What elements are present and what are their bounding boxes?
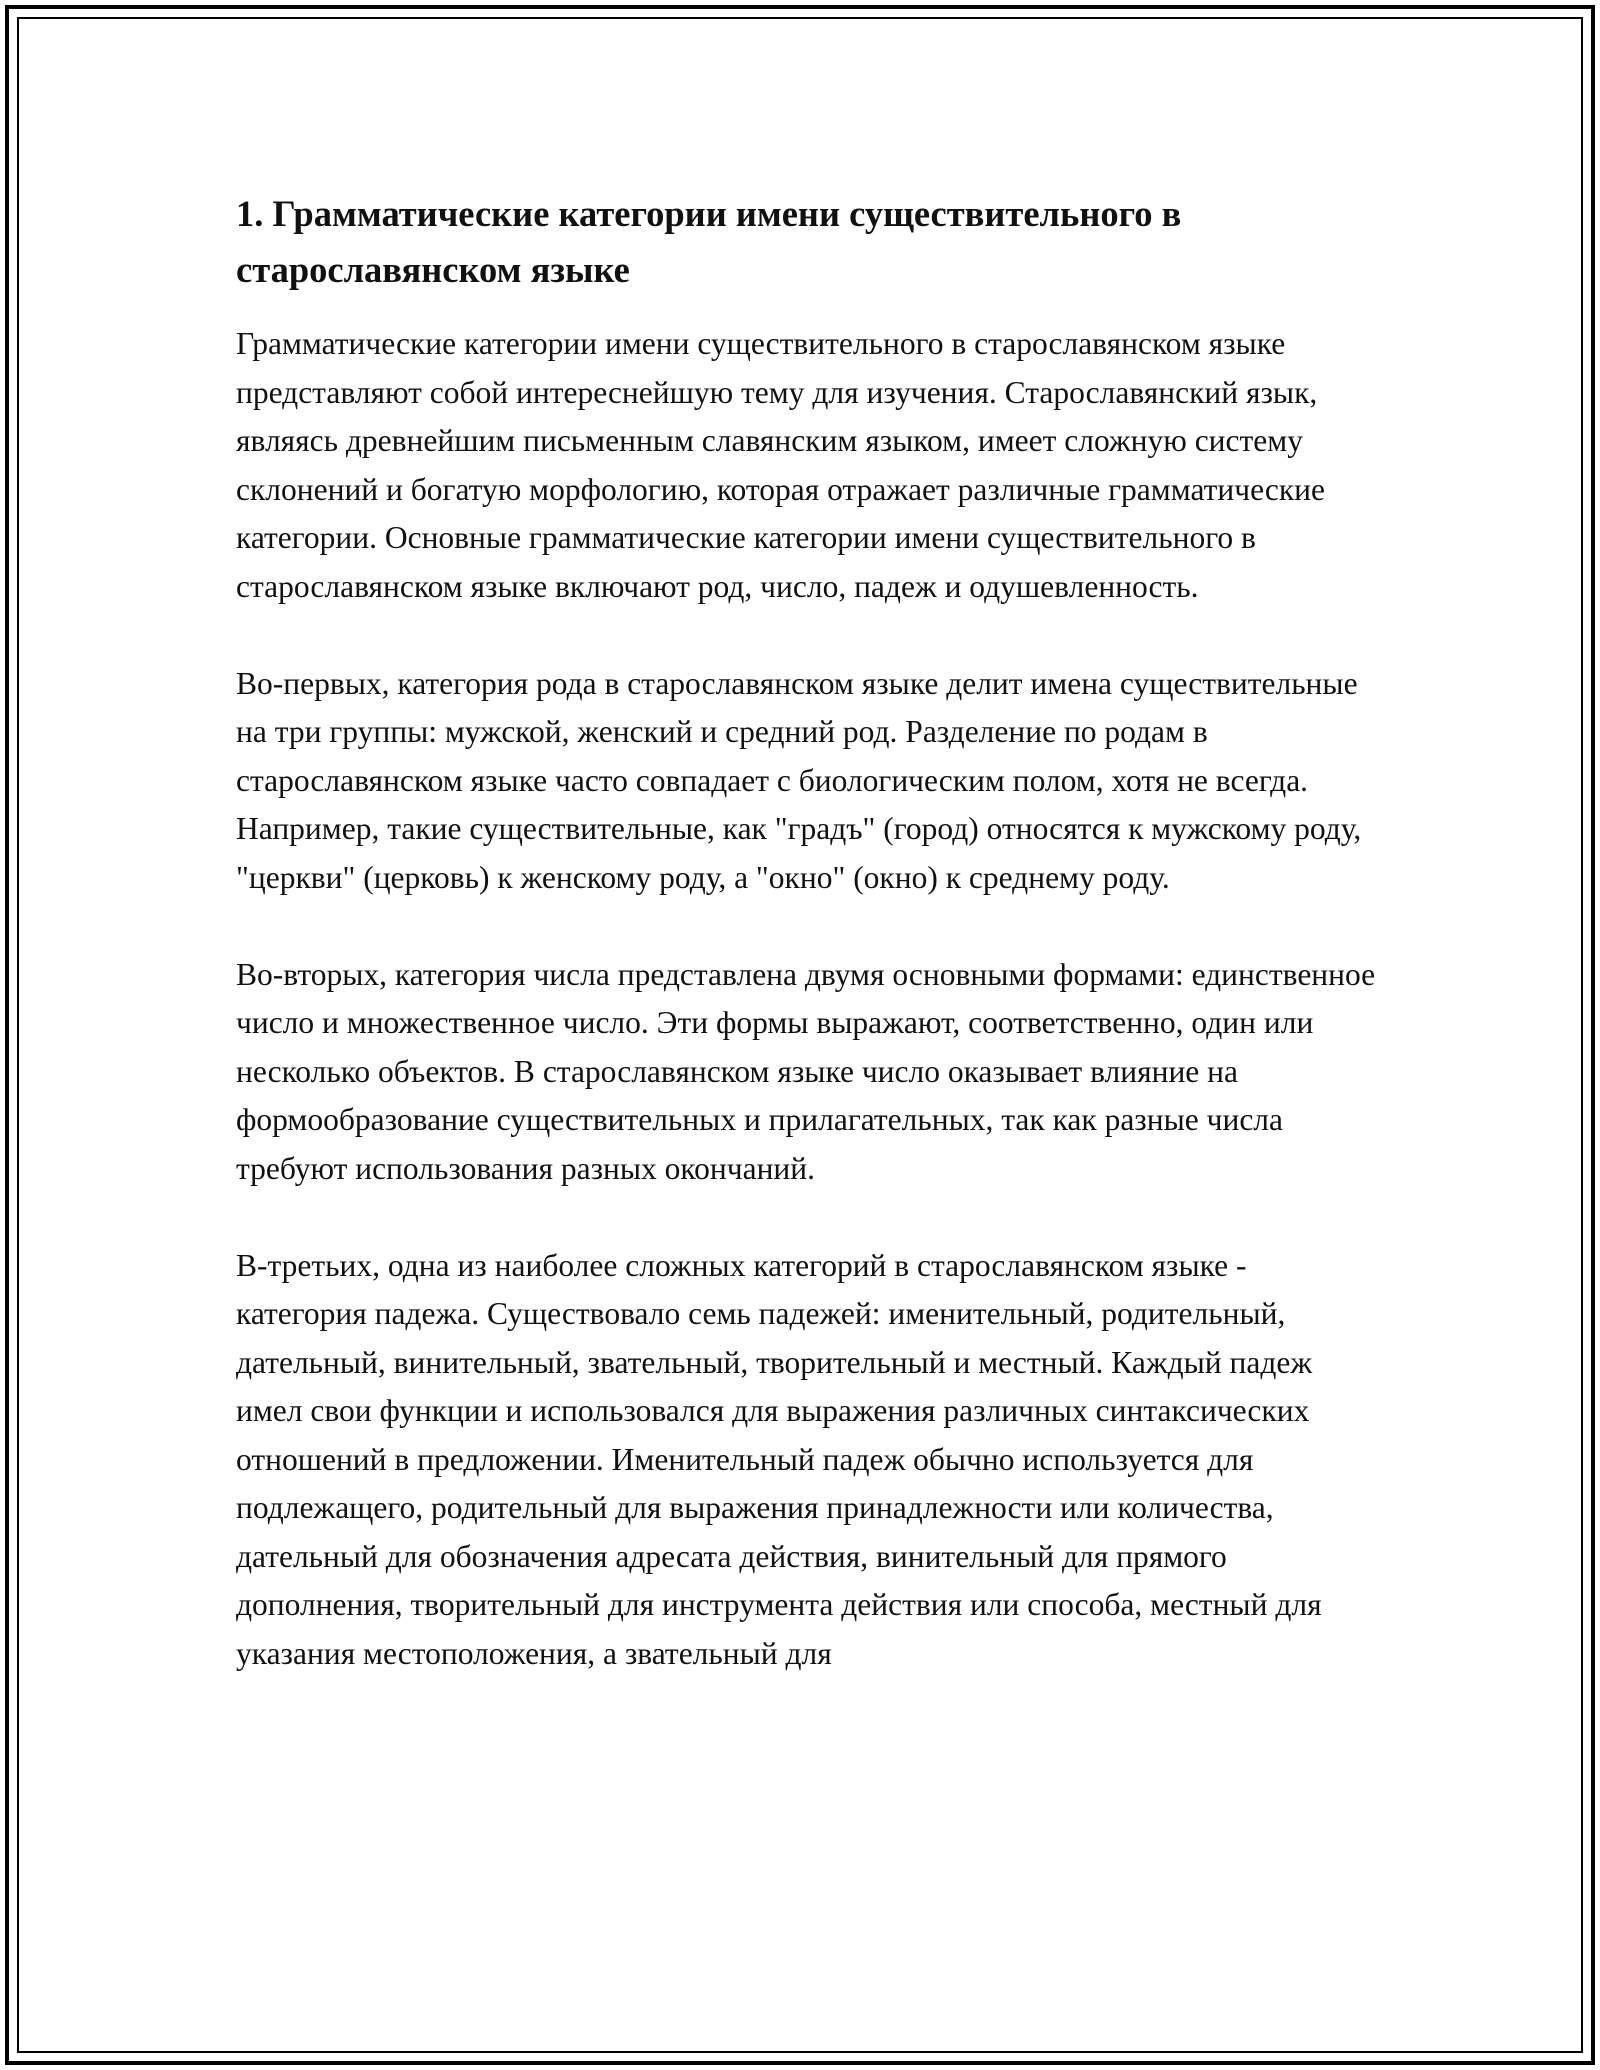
paragraph-intro: Грамматические категории имени существительного в старославянском языке представляют собой интереснейшую тему для изучения. Старославянский язык, являясь древнейшим письменным славянским языком, имеет сложную систему склонений и богатую морфологию, которая отражает различные грамматические категории. Основные грамматические категории имени существительного в старославянском языке включают род, число, падеж и одушевленность. [236, 326, 1325, 604]
paragraph-number: Во-вторых, категория числа представлена двумя основными формами: единственное число и множественное число. Эти формы выражают, соответственно, один или несколько объектов. В старославянском языке число оказывает влияние на формообразование существительных и прилагательных, так как разные числа требуют использования разных окончаний. [236, 956, 1376, 1186]
page-title: 1. Грамматические категории имени существительного в старославянском языке [236, 193, 1182, 290]
document-body [236, 186, 1376, 1727]
paragraph-case: В-третьих, одна из наиболее сложных категорий в старославянском языке - категория падежа. Существовало семь падежей: именительный, родительный, дательный, винительный, звательный, творительный и местный. Каждый падеж имел свои функции и использовался для выражения различных синтаксических отношений в предложении. Именительный падеж обычно используется для подлежащего, родительный для выражения принадлежности или количества, дательный для обозначения адресата действия, винительный для прямого дополнения, творительный для инструмента действия или способа, местный для указания местоположения, а звательный для [236, 1247, 1322, 1671]
paragraph-gender: Во-первых, категория рода в старославянском языке делит имена существительные на три группы: мужской, женский и средний род. Разделение по родам в старославянском языке часто совпадает с биологическим полом, хотя не всегда. Например, такие существительные, как "градъ" (город) относятся к мужскому роду, "церкви" (церковь) к женскому роду, а "окно" (окно) к среднему роду. [236, 665, 1362, 895]
